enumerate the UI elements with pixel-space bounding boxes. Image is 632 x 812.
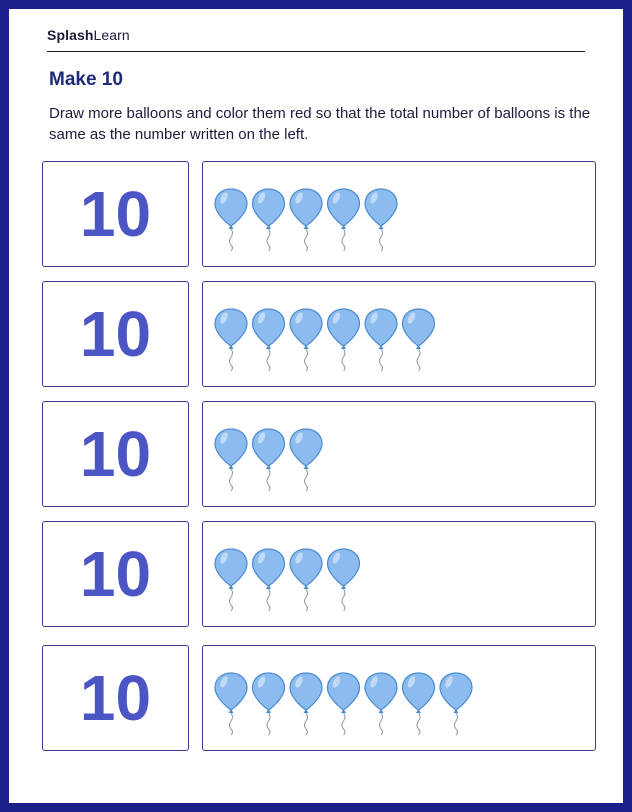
balloon-icon [215,189,247,251]
balloon-group [213,544,367,614]
target-number-box [42,401,189,507]
balloon-icon [215,429,247,491]
balloon-answer-box[interactable] [202,161,596,267]
balloon-icon [365,673,397,735]
balloon-icon [290,309,322,371]
brand-logo [47,27,130,43]
balloon-icon [403,309,435,371]
balloon-group [213,424,330,494]
target-number: 10 [79,418,152,490]
balloon-icon [328,189,360,251]
target-number-box [42,281,189,387]
target-number: 10 [79,178,152,250]
target-number-box [42,161,189,267]
balloon-icon [253,673,285,735]
balloon-group [213,304,442,374]
brand-light: Learn [93,27,130,43]
balloon-icon [253,549,285,611]
balloon-icon [215,309,247,371]
worksheet-title: Make 10 [49,69,123,90]
balloon-answer-box[interactable] [202,401,596,507]
balloon-answer-box[interactable] [202,281,596,387]
exercise-row-2 [42,281,596,389]
balloon-icon [290,673,322,735]
balloon-icon [328,549,360,611]
balloon-icon [253,189,285,251]
balloon-group [213,668,480,738]
worksheet-page [9,9,623,803]
balloon-icon [290,549,322,611]
balloon-icon [215,549,247,611]
balloon-icon [253,309,285,371]
target-number: 10 [79,662,152,734]
balloon-group [213,184,405,254]
balloon-icon [440,673,472,735]
balloon-icon [290,429,322,491]
balloon-icon [290,189,322,251]
balloon-answer-box[interactable] [202,521,596,627]
target-number-box [42,521,189,627]
exercise-row-5 [42,645,596,753]
balloon-icon [253,429,285,491]
balloon-icon [365,189,397,251]
balloon-icon [215,673,247,735]
worksheet-instructions: Draw more balloons and color them red so that the total number of balloons is the same as the number written on the left. [49,105,591,143]
balloon-answer-box[interactable] [202,645,596,751]
exercise-row-4 [42,521,596,629]
exercise-row-3 [42,401,596,509]
balloon-icon [403,673,435,735]
header-divider [47,51,585,52]
exercise-row-1 [42,161,596,269]
balloon-icon [365,309,397,371]
target-number: 10 [79,538,152,610]
target-number-box [42,645,189,751]
balloon-icon [328,673,360,735]
brand-bold: Splash [47,27,94,43]
balloon-icon [328,309,360,371]
target-number: 10 [79,298,152,370]
